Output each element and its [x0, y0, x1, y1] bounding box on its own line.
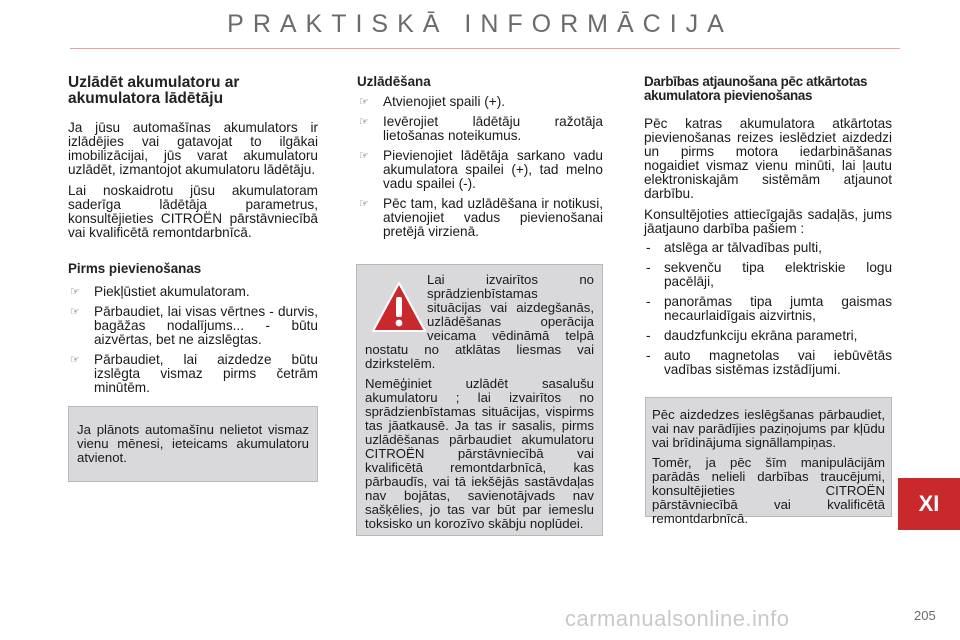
list-item: - panorāmas tipa jumta gaismas necaurlaidīgais aizvirtnis, [646, 294, 892, 323]
page-title: PRAKTISKĀ INFORMĀCIJA [227, 10, 733, 38]
info-box-disconnect: Ja plānots automašīnu nelietot vismaz vienu mēnesi, ieteicams akumulatoru atvienot. [68, 406, 318, 482]
middle-charging [357, 75, 603, 245]
pointing-finger-icon: ☞ [359, 116, 369, 128]
subheading-before-connection: Pirms pievienošanas [68, 261, 202, 276]
section-heading-restore: Darbības atjaunošana pēc atkārtotas akumulatora pievienošanas [644, 74, 868, 103]
warning-paragraph-2: Nemēģiniet uzlādēt sasalušu akumulatoru ; lai izvairītos no sprādzienbīstamas situācijas, vispirms tas jāatkausē. Ja tas ir sasalis, pirms uzlādēšanas pārbaudiet akumulatoru CITROËN pārstāvniecībā vai kvalificētā remontdarbnīcā, kas pārbaudīs, vai tā iekšējās sastāvdaļas nav bojātas, savienotājvads nav sašķēlies, jo tas var būt par iemeslu toksisko un korozīvo skābju noplūdei. [365, 376, 594, 531]
watermark: carmanualsonline.info [565, 606, 790, 631]
list-item: ☞ Ievērojiet lādētāju ražotāja lietošanas noteikumus. [359, 114, 603, 143]
right-column [644, 75, 892, 383]
header-divider [70, 48, 900, 49]
pointing-finger-icon: ☞ [359, 150, 369, 162]
list-item: ☞ Pievienojiet lādētāja sarkano vadu akumulatora spailei (+), tad melno vadu spailei (-). [359, 148, 603, 191]
pointing-finger-icon: ☞ [359, 198, 369, 210]
info-box-after-ignition [645, 397, 892, 526]
chapter-tab: XI [898, 478, 960, 530]
list-item: - sekvenču tipa elektriskie logu pacēlāji, [646, 260, 892, 289]
warning-box [356, 264, 603, 536]
list-item: - daudzfunkciju ekrāna parametri, [646, 328, 858, 343]
exclamation-triangle-icon [371, 281, 427, 333]
left-paragraph-2: Lai noskaidrotu jūsu akumulatoram saderīga lādētāja parametrus, konsultējieties CITROËN pārstāvniecībā vai kvalificētā remontdarbnīcā. [68, 183, 318, 240]
pointing-finger-icon: ☞ [70, 354, 80, 366]
warning-paragraph-1: Lai izvairītos no sprādzienbīstamas situācijas vai aizdegšanās, uzlādēšanas operācija veicama vēdināmā telpā nostatu no atklātas liesmas vai dzirkstelēm. [365, 272, 594, 371]
list-item: ☞ Pārbaudiet, lai aizdedze būtu izslēgta vismaz pirms četrām minūtēm. [70, 352, 318, 395]
list-item: ☞ Pārbaudiet, lai visas vērtnes - durvis, bagāžas nodalījums... - būtu aizvērtas, bet ne aizslēgtas. [70, 304, 318, 347]
list-item: ☞ Atvienojiet spaili (+). [359, 94, 506, 109]
list-item: - auto magnetolas vai iebūvētās vadības sistēmas izstādījumi. [646, 348, 892, 377]
left-column [68, 75, 318, 247]
left-before-connection [68, 262, 318, 401]
left-paragraph-1: Ja jūsu automašīnas akumulators ir izlādējies vai gatavojat to ilgākai imobilizācijai, jūs varat akumulatoru uzlādēt, izmantojot akumulatoru lādētāju. [68, 120, 318, 177]
list-item: ☞ Pēc tam, kad uzlādēšana ir notikusi, atvienojiet vadus pievienošanai pretējā virzienā. [359, 196, 603, 239]
info-box-paragraph-1: Pēc aizdedzes ieslēgšanas pārbaudiet, vai nav parādījies paziņojums par kļūdu vai brīdinājuma signāllampiņas. [652, 407, 885, 450]
list-item: ☞ Piekļūstiet akumulatoram. [70, 284, 250, 299]
list-item: - atslēga ar tālvadības pulti, [646, 240, 822, 255]
subheading-charging: Uzlādēšana [357, 74, 431, 89]
right-paragraph-1: Pēc katras akumulatora atkārtotas pievienošanas reizes ieslēdziet aizdedzi un pirms motora iedarbināšanas nogaidiet vismaz vienu minūti, lai ļautu elektroniskajām sistēmām atjaunot darbību. [644, 116, 892, 201]
pointing-finger-icon: ☞ [359, 96, 369, 108]
info-box-paragraph-2: Tomēr, ja pēc šīm manipulācijām parādās nelieli darbības traucējumi, konsultējieties CITROËN pārstāvniecībā vai kvalificētā remontdarbnīcā. [652, 455, 885, 526]
pointing-finger-icon: ☞ [70, 306, 80, 318]
pointing-finger-icon: ☞ [70, 286, 80, 298]
section-heading-charging: Uzlādēt akumulatoru ar akumulatora lādētāju [68, 74, 240, 107]
right-paragraph-2: Konsultējoties attiecīgajās sadaļās, jums jāatjauno darbība pašiem : [644, 207, 892, 236]
page-number: 205 [914, 608, 936, 623]
